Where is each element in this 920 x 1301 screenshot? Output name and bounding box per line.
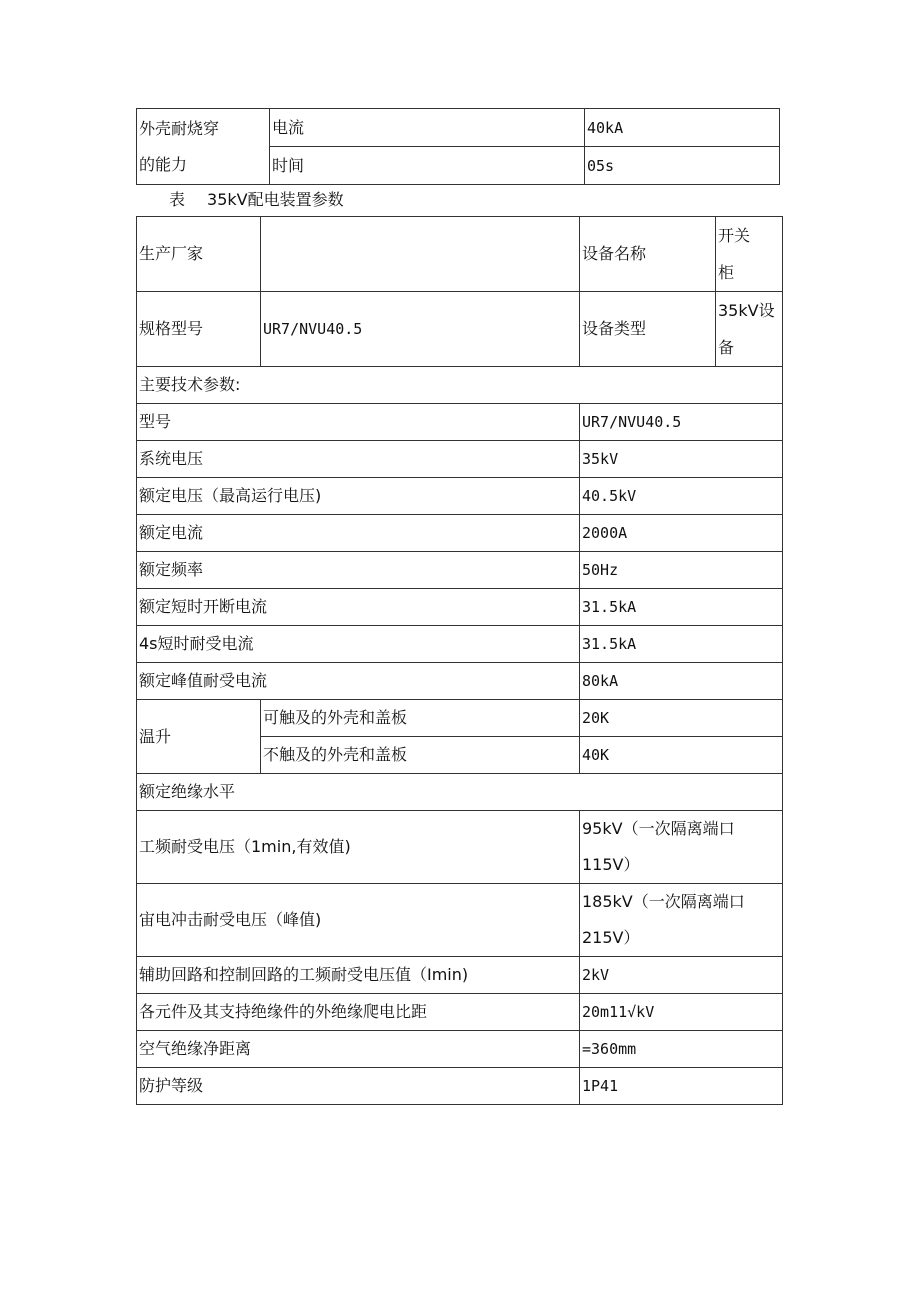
table-row [137,1031,783,1068]
param-value: 2kV [580,957,783,994]
model-label: 规格型号 [137,292,261,367]
param-name: 额定频率 [137,552,580,589]
caption-prefix: 表 [169,190,186,209]
param-name: 额定短时开断电流 [137,589,580,626]
param-value: 31.5kA [580,626,783,663]
table-row [137,367,783,404]
table-row [137,109,780,147]
param-value: 80kA [580,663,783,700]
table-row [137,994,783,1031]
manufacturer-value [261,217,580,292]
param-name: 4s短时耐受电流 [137,626,580,663]
param-name: 型号 [137,404,580,441]
model-value: UR7/NVU40.5 [261,292,580,367]
device-type-label: 设备类型 [580,292,716,367]
param-value: 185kV（一次隔离端口 215V） [580,884,783,957]
table-row [137,441,783,478]
table-row [137,589,783,626]
param-value: 50Hz [580,552,783,589]
device-type-value: 35kV设 备 [716,292,783,367]
table-row [137,515,783,552]
param-value: 40kA [585,109,780,147]
param-value: 40K [580,737,783,774]
switchgear-params-table [136,216,783,1105]
param-name: 辅助回路和控制回路的工频耐受电压值（Imin) [137,957,580,994]
device-name-label: 设备名称 [580,217,716,292]
param-name: 电流 [270,109,585,147]
table-row [137,811,783,884]
manufacturer-label: 生产厂家 [137,217,261,292]
table-row [137,552,783,589]
table-row [137,700,783,737]
param-value: 95kV（一次隔离端口 115V） [580,811,783,884]
param-name: 额定电流 [137,515,580,552]
param-value: 1P41 [580,1068,783,1105]
device-name-value: 开关 柜 [716,217,783,292]
table-row [137,217,783,292]
table-row [137,1068,783,1105]
section-title: 主要技术参数: [137,367,783,404]
param-value: 05s [585,147,780,185]
param-value: 40.5kV [580,478,783,515]
param-name: 空气绝缘净距离 [137,1031,580,1068]
param-value: 35kV [580,441,783,478]
param-name: 额定电压（最高运行电压) [137,478,580,515]
burn-through-table [136,108,780,185]
table-row [137,774,783,811]
table-row [137,404,783,441]
param-value: 2000A [580,515,783,552]
param-name: 额定峰值耐受电流 [137,663,580,700]
param-value: =360mm [580,1031,783,1068]
param-name: 不触及的外壳和盖板 [261,737,580,774]
table-row [137,957,783,994]
param-name: 时间 [270,147,585,185]
param-name: 各元件及其支持绝缘件的外绝缘爬电比距 [137,994,580,1031]
caption-title: 35kV配电装置参数 [207,190,344,209]
table-row [137,292,783,367]
param-value: 20m11√kV [580,994,783,1031]
burn-through-label: 外壳耐烧穿 的能力 [137,109,270,185]
param-name: 防护等级 [137,1068,580,1105]
param-name: 工频耐受电压（1min,有效值) [137,811,580,884]
table-caption [169,190,344,210]
param-value: 31.5kA [580,589,783,626]
table-row [137,478,783,515]
table-row [137,626,783,663]
table-row [137,884,783,957]
param-name: 系统电压 [137,441,580,478]
table-row [137,663,783,700]
param-name: 可触及的外壳和盖板 [261,700,580,737]
param-value: UR7/NVU40.5 [580,404,783,441]
param-value: 20K [580,700,783,737]
temp-rise-label: 温升 [137,700,261,774]
param-name: 宙电冲击耐受电压（峰值) [137,884,580,957]
section-title: 额定绝缘水平 [137,774,783,811]
